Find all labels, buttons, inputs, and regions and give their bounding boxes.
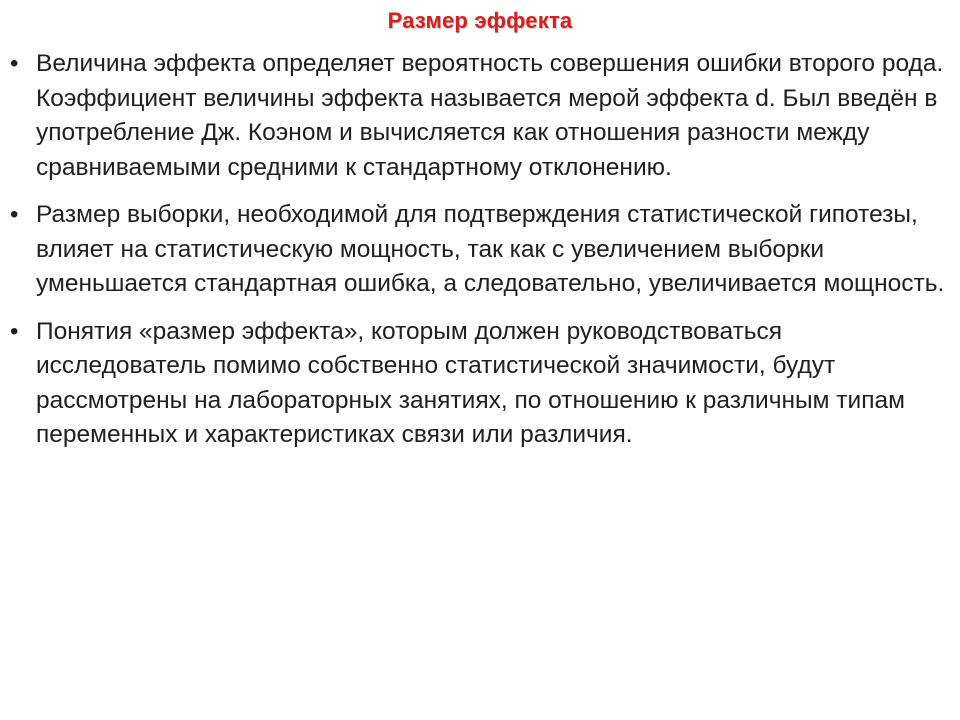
bullet-item	[10, 315, 945, 453]
bullet-dot-icon: •	[10, 50, 19, 77]
bullet-text: Понятия «размер эффекта», которым должен руководствоваться исследователь помимо собственно статистической значимости, будут рассмотрены на лабораторных занятиях, по отношению к различным типам переменных и характеристиках связи или различия.	[36, 317, 905, 448]
bullet-text: Размер выборки, необходимой для подтверждения статистической гипотезы, влияет на статистическую мощность, так как с увеличением выборки уменьшается стандартная ошибка, а следовательно, увеличивается мощность.	[36, 201, 945, 297]
bullet-dot-icon: •	[10, 201, 19, 228]
slide-title: Размер эффекта	[387, 8, 573, 33]
bullet-item	[10, 198, 945, 302]
bullet-list	[10, 47, 945, 466]
bullet-dot-icon: •	[10, 317, 19, 345]
bullet-text: Величина эффекта определяет вероятность совершения ошибки второго рода. Коэффициент величины эффекта называется мерой эффекта d. Был введён в употребление Дж. Коэном и вычисляется как отношения разности между сравниваемыми средними к стандартному отклонению.	[36, 50, 944, 181]
bullet-item	[10, 47, 945, 185]
